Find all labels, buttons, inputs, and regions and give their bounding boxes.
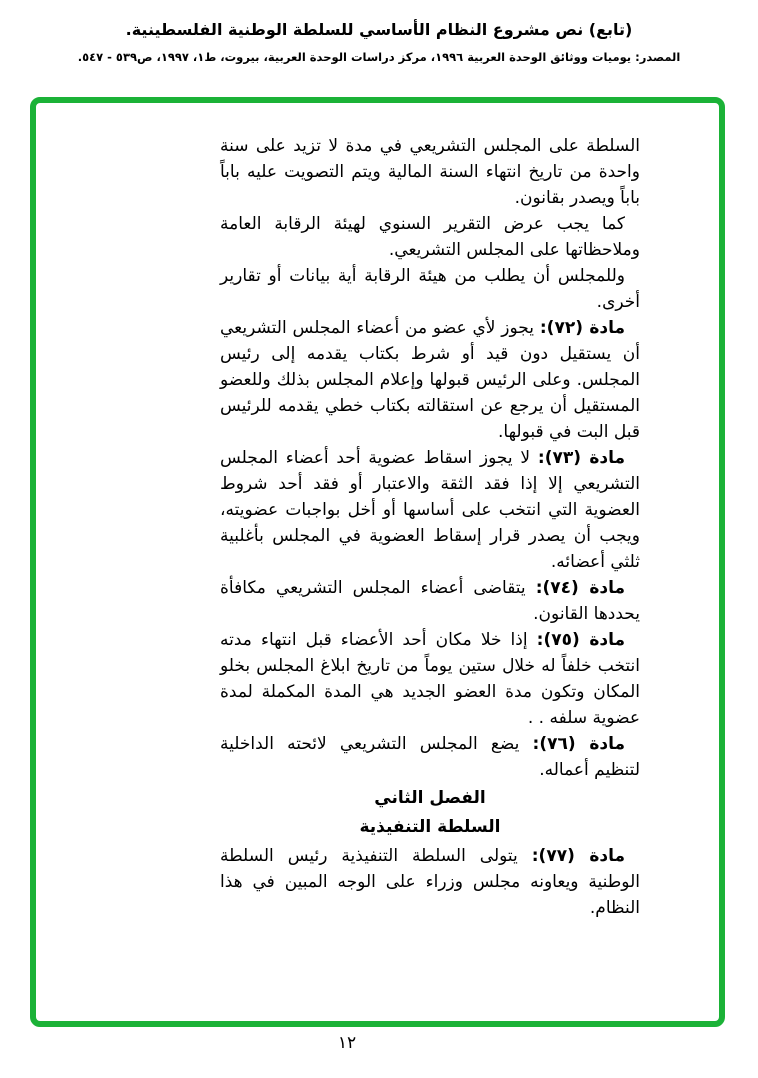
- document-title: (تابع) نص مشروع النظام الأساسي للسلطة الوطنية الفلسطينية.: [125, 20, 633, 39]
- paragraph-article-72: [220, 315, 640, 445]
- article-77-label: مادة (٧٧):: [531, 846, 625, 866]
- article-73-text: لا يجوز اسقاط عضوية أحد أعضاء المجلس التشريعي إلا إذا فقد الثقة والاعتبار أو فقد أحد شروط العضوية التي انتخب على أساسها أو أخل بواجبات عضويته، ويجب أن يصدر قرار إسقاط العضوية في المجلس بأغلبية ثلثي أعضائه.: [220, 448, 640, 572]
- article-75-text: إذا خلا مكان أحد الأعضاء قبل انتهاء مدته انتخب خلفاً له خلال ستين يوماً من تاريخ ابلاغ المجلس بخلو المكان وتكون مدة العضو الجديد هي المدة المكملة لمدة عضوية سلفه . .: [220, 630, 640, 728]
- article-74-label: مادة (٧٤):: [535, 578, 626, 598]
- paragraph-text: وللمجلس أن يطلب من هيئة الرقابة أية بيانات أو تقارير أخرى.: [220, 266, 640, 312]
- text-column: [220, 133, 640, 921]
- article-76-text: يضع المجلس التشريعي لائحته الداخلية لتنظيم أعماله.: [220, 734, 640, 780]
- chapter-heading: الفصل الثاني: [374, 788, 486, 808]
- paragraph-council-requests: [220, 263, 640, 315]
- page-number: ١٢: [337, 1033, 357, 1053]
- document-source-citation: المصدر: يوميات ووثائق الوحدة العربية ١٩٩٦، مركز دراسات الوحدة العربية، بيروت، ط١، ١٩٩٧، ص٥٣٩ - ٥٤٧.: [77, 50, 681, 64]
- paragraph-text: السلطة على المجلس التشريعي في مدة لا تزيد على سنة واحدة من تاريخ انتهاء السنة المالية ويتم التصويت عليه باباً باباً ويصدر بقانون.: [220, 136, 640, 208]
- paragraph-article-74: [220, 575, 640, 627]
- green-frame: [30, 97, 725, 1027]
- section-heading: السلطة التنفيذية: [359, 817, 501, 837]
- article-76-label: مادة (٧٦):: [532, 734, 625, 754]
- article-72-text: يجوز لأي عضو من أعضاء المجلس التشريعي أن يستقيل دون قيد أو شرط بكتاب يقدمه إلى رئيس المجلس. وعلى الرئيس قبولها وإعلام المجلس بذلك وللعضو المستقيل أن يرجع عن استقالته بكتاب خطي يقدمه للرئيس قبل البت في قبولها.: [220, 318, 640, 442]
- paragraph-annual-report: [220, 211, 640, 263]
- article-75-label: مادة (٧٥):: [536, 630, 626, 650]
- paragraph-article-75: [220, 627, 640, 731]
- article-74-text: يتقاضى أعضاء المجلس التشريعي مكافأة يحددها القانون.: [220, 578, 640, 624]
- paragraph-text: كما يجب عرض التقرير السنوي لهيئة الرقابة العامة وملاحظاتها على المجلس التشريعي.: [220, 214, 640, 260]
- article-73-label: مادة (٧٣):: [537, 448, 625, 468]
- paragraph-budget-continuation: [220, 133, 640, 211]
- article-72-label: مادة (٧٢):: [539, 318, 626, 338]
- paragraph-article-73: [220, 445, 640, 575]
- article-77-text: يتولى السلطة التنفيذية رئيس السلطة الوطنية ويعاونه مجلس وزراء على الوجه المبين في هذا النظام.: [220, 846, 640, 918]
- page-footer: [0, 1033, 758, 1053]
- page-header: [0, 20, 758, 64]
- paragraph-article-76: [220, 731, 640, 783]
- paragraph-article-77: [220, 843, 640, 921]
